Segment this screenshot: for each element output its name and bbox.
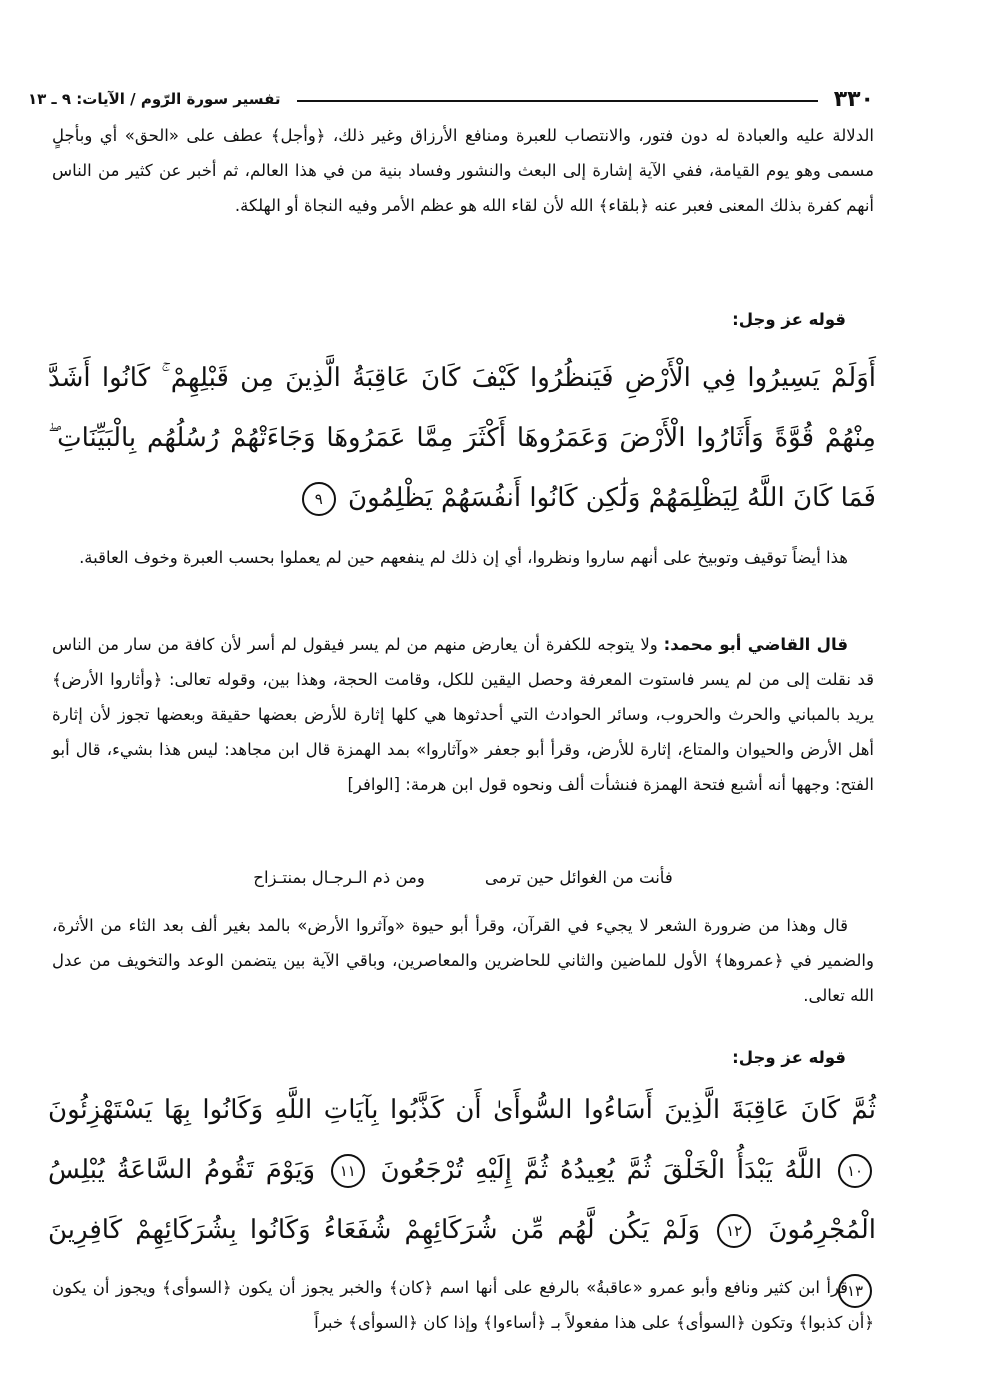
section-heading-1: قوله عز وجل:: [732, 310, 846, 329]
running-title: تفسير سورة الرّوم / الآيات: ٩ ـ ١٣: [28, 90, 281, 108]
ayah-number-10: ١٠: [838, 1154, 872, 1188]
poetry-hemistich-2: ومن ذم الـرجـال بمنتـزاح: [253, 868, 425, 887]
header-rule: [297, 100, 818, 102]
verse-12-text: وَيَوْمَ تَقُومُ السَّاعَةُ يُبْلِسُ الْمُجْرِمُونَ: [48, 1155, 877, 1245]
paragraph-commentary-5: قرأ ابن كثير ونافع وأبو عمرو «عاقبةُ» بالرفع على أنها اسم ﴿كان﴾ والخبر يجوز أن يكون ﴿السوأى﴾ ويجوز أن يكون ﴿أن كذبوا﴾ وتكون ﴿السوأى﴾ على هذا مفعولاً بـ ﴿أساءوا﴾ وإذا كان ﴿السوأى﴾ خبراً: [52, 1278, 874, 1332]
ayah-number-11: ١١: [331, 1154, 365, 1188]
section-heading-2: قوله عز وجل:: [732, 1048, 846, 1067]
ayah-number-13: ١٣: [838, 1274, 872, 1308]
page-number: ٣٣٠: [833, 86, 874, 112]
poetry-hemistich-1: فأنت من الغوائل حين ترمى: [484, 868, 673, 887]
verse-11-text: اللَّهُ يَبْدَأُ الْخَلْقَ ثُمَّ يُعِيدُهُ ثُمَّ إِلَيْهِ تُرْجَعُونَ: [380, 1155, 823, 1185]
verse-13-text: وَلَمْ يَكُن لَّهُم مِّن شُرَكَائِهِمْ شُفَعَاءُ وَكَانُوا بِشُرَكَائِهِمْ كَافِرِينَ: [48, 1215, 701, 1245]
poetry-verse: [52, 868, 874, 887]
paragraph-commentary-4: قال وهذا من ضرورة الشعر لا يجيء في القرآن، وقرأ أبو حيوة «وآثروا الأرض» بالمد بغير ألف بعد الثاء من الأثرة، والضمير في ﴿عمروها﴾ الأول للماضين والثاني للحاضرين والمعاصرين، وباقي الآية بين يتضمن الوعد والتخويف من عدل الله تعالى.: [52, 916, 874, 1005]
ayah-number-9: ٩: [302, 482, 336, 516]
paragraph-commentary-2: هذا أيضاً توقيف وتوبيخ على أنهم ساروا ونظروا، أي إن ذلك لم ينفعهم حين لم يعملوا بحسب العبرة وخوف العاقبة.: [79, 548, 848, 567]
paragraph-3-text: ولا يتوجه للكفرة أن يعارض منهم من لم يسر فيقول لم أسر لأن كافة من سار من الناس قد نقلت إلى من لم يسر فاستوت المعرفة وحصل اليقين للكل، وقامت الحجة، وهذا بين، وقوله تعالى: ﴿وأثاروا الأرض﴾ يريد بالمباني والحرث والحروب، وسائر الحوادث التي أحدثوها هي كلها إثارة للأرض بعضها حقيقة وبعضها تجوز لأن إثارة أهل الأرض والحيوان والمتاع، إثارة للأرض، وقرأ أبو جعفر «وآثاروا» بمد الهمزة قال ابن مجاهد: ليس هذا بشيء، قال أبو الفتح: وجهها أنه أشبع فتحة الهمزة فنشأت ألف ونحوه قول ابن هرمة: [الوافر]: [52, 635, 874, 794]
scholar-label: قال القاضي أبو محمد:: [663, 635, 848, 654]
paragraph-commentary-3: [52, 627, 874, 802]
ayah-number-12: ١٢: [717, 1214, 751, 1248]
verse-9-text: أَوَلَمْ يَسِيرُوا فِي الْأَرْضِ فَيَنظُرُوا كَيْفَ كَانَ عَاقِبَةُ الَّذِينَ مِن قَبْلِهِمْ ۚ كَانُوا أَشَدَّ مِنْهُمْ قُوَّةً وَأَثَارُوا الْأَرْضَ وَعَمَرُوهَا أَكْثَرَ مِمَّا عَمَرُوهَا وَجَاءَتْهُمْ رُسُلُهُم بِالْبَيِّنَاتِ ۖ فَمَا كَانَ اللَّهُ لِيَظْلِمَهُمْ وَلَٰكِن كَانُوا أَنفُسَهُمْ يَظْلِمُونَ: [48, 363, 876, 513]
quran-verse-9: [48, 348, 876, 528]
verse-10-text: ثُمَّ كَانَ عَاقِبَةَ الَّذِينَ أَسَاءُوا السُّوأَىٰ أَن كَذَّبُوا بِآيَاتِ اللَّهِ وَكَانُوا بِهَا يَسْتَهْزِئُونَ: [48, 1095, 876, 1125]
paragraph-commentary-1: الدلالة عليه والعبادة له دون فتور، والانتصاب للعبرة ومنافع الأرزاق وغير ذلك، ﴿وأجل﴾ عطف على «الحق» أي وبأجلٍ مسمى وهو يوم القيامة، ففي الآية إشارة إلى البعث والنشور وفساد بنية من في هذا العالم، ثم أخبر عن كثير من الناس أنهم كفرة بذلك المعنى فعبر عنه ﴿بلقاء﴾ الله لأن لقاء الله هو عظم الأمر وفيه النجاة أو الهلكة.: [52, 126, 874, 215]
page-header: [28, 82, 874, 116]
